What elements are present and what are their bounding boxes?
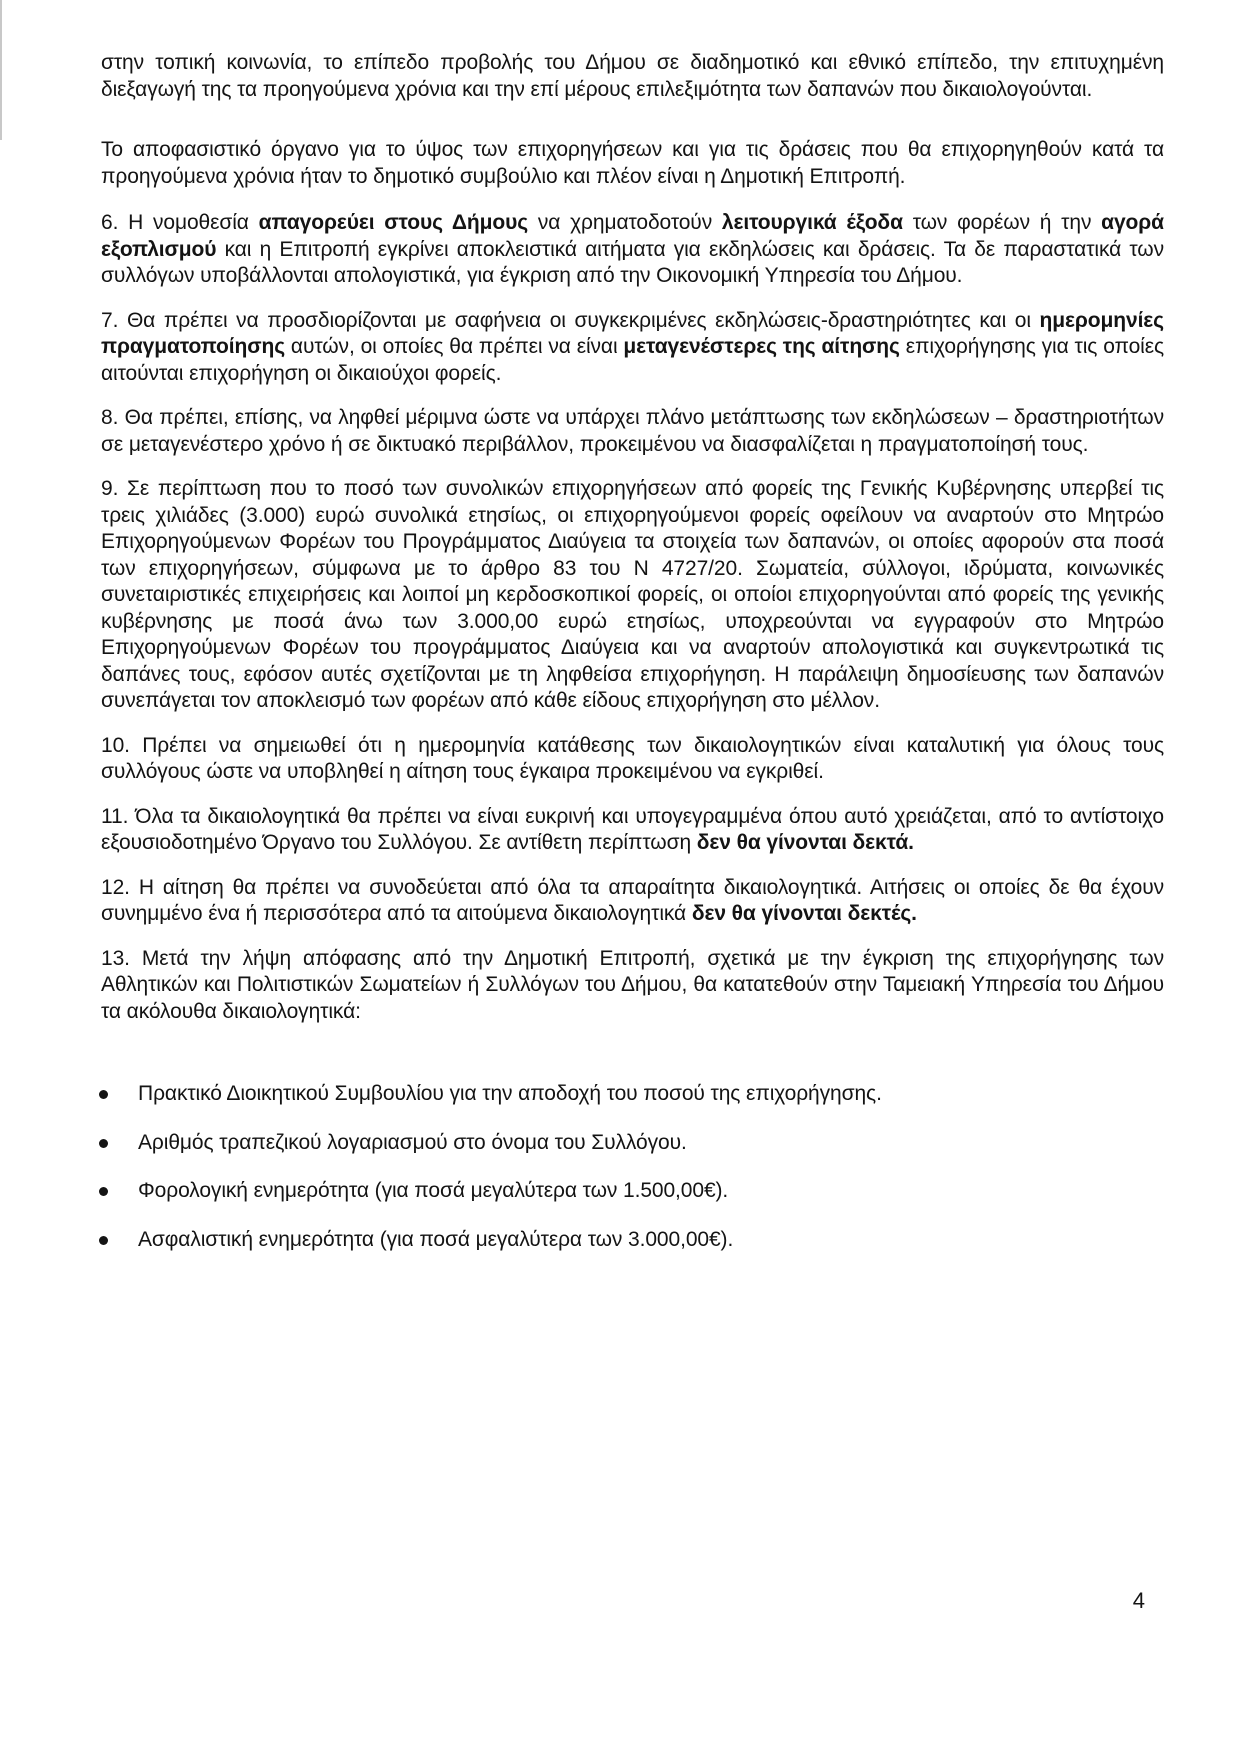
bullet-item: [101, 1178, 1164, 1205]
paragraph-text: αυτών, οι οποίες θα πρέπει να είναι: [285, 335, 624, 358]
paragraph-p12: [101, 875, 1164, 928]
bullet-dot-icon: [99, 1090, 108, 1099]
paragraph-text: 13. Μετά την λήψη απόφασης από την Δημοτική Επιτροπή, σχετικά με την έγκριση της επιχορήγησης των Αθλητικών και Πολιτιστικών Σωματείων ή Συλλόγων του Δήμου, θα κατατεθούν στην Ταμειακή Υπηρεσία του Δήμου τα ακόλουθα δικαιολογητικά:: [101, 946, 1164, 1023]
paragraph-text: να χρηματοδοτούν: [528, 211, 722, 234]
paragraph-p9: [101, 476, 1164, 715]
paragraph-text: και η Επιτροπή εγκρίνει αποκλειστικά αιτήματα για εκδηλώσεις και δράσεις. Τα δε παραστατικά των συλλόγων υποβάλλονται απολογιστικά, για έγκριση από την Οικονομική Υπηρεσία του Δήμου.: [101, 237, 1164, 287]
paragraph-text: 6. Η νομοθεσία: [101, 211, 259, 234]
paragraph-list: [101, 50, 1164, 1025]
paragraph-p6: [101, 210, 1164, 290]
bullet-item: [101, 1130, 1164, 1157]
bullet-dot-icon: [99, 1236, 108, 1245]
paragraph-text: 7. Θα πρέπει να προσδιορίζονται με σαφήνεια οι συγκεκριμένες εκδηλώσεις-δραστηριότητες και οι: [101, 308, 1040, 332]
page-number: 4: [1132, 1588, 1145, 1613]
paragraph-p8: [101, 405, 1164, 458]
emphasized-text: απαγορεύει στους Δήμους: [258, 211, 529, 234]
paragraph-p13: [101, 946, 1164, 1026]
emphasized-text: δεν θα γίνονται δεκτές.: [691, 902, 917, 925]
bullet-text: Ασφαλιστική ενημερότητα (για ποσά μεγαλύτερα των 3.000,00€).: [138, 1227, 734, 1251]
paragraph-p7: [101, 308, 1164, 388]
bullet-text: Πρακτικό Διοικητικού Συμβουλίου για την αποδοχή του ποσού της επιχορήγησης.: [138, 1082, 882, 1105]
bullet-text: Αριθμός τραπεζικού λογαριασμού στο όνομα του Συλλόγου.: [138, 1130, 687, 1154]
bullet-item: [101, 1081, 1164, 1108]
emphasized-text: λειτουργικά έξοδα: [721, 211, 903, 234]
paragraph-p10: [101, 733, 1164, 786]
emphasized-text: μεταγενέστερες της αίτησης: [623, 335, 900, 358]
paragraph-text: 9. Σε περίπτωση που το ποσό των συνολικών επιχορηγήσεων από φορείς της Γενικής Κυβέρνησης υπερβεί τις τρεις χιλιάδες (3.000) ευρώ συνολικά ετησίως, οι επιχορηγούμενοι φορείς οφείλουν να αναρτούν στο Μητρώο Επιχορηγούμενων Φορέων του Προγράμματος Διαύγεια τα στοιχεία των δαπανών, οι οποίες αφορούν στα ποσά των επιχορηγήσεων, σύμφωνα με το άρθρο 83 του Ν 4727/20. Σωματεία, σύλλογοι, ιδρύματα, κοινωνικές συνεταιριστικές επιχειρήσεις και λοιποί μη κερδοσκοπικοί φορείς, οι οποίοι επιχορηγούνται από φορείς της γενικής κυβέρνησης με ποσά άνω των 3.000,00 ευρώ ετησίως, υποχρεούνται να εγγραφούν στο Μητρώο Επιχορηγούμενων Φορέων του προγράμματος Διαύγεια και να αναρτούν απολογιστικά και συγκεντρωτικά τις δαπάνες τους, εφόσον αυτές σχετίζονται με τη ληφθείσα επιχορήγηση. Η παράλειψη δημοσίευσης των δαπανών συνεπάγεται τον αποκλεισμό των φορέων από κάθε είδους επιχορήγηση στο μέλλον.: [101, 477, 1164, 712]
required-documents-list: [101, 1081, 1164, 1253]
emphasized-text: ημερομηνίες πραγματοποίησης: [101, 308, 1164, 358]
document-body: [101, 50, 1164, 1275]
paragraph-p1: [101, 137, 1164, 190]
scan-edge-line: [0, 0, 2, 140]
emphasized-text: αγορά εξοπλισμού: [101, 211, 1164, 261]
paragraph-p11: [101, 804, 1164, 857]
paragraph-text: 10. Πρέπει να σημειωθεί ότι η ημερομηνία κατάθεσης των δικαιολογητικών είναι καταλυτική για όλους τους συλλόγους ώστε να υποβληθεί η αίτηση τους έγκαιρα προκειμένου να εγκριθεί.: [101, 733, 1164, 783]
bullet-dot-icon: [99, 1139, 108, 1148]
paragraph-p0: [101, 50, 1164, 103]
paragraph-text: στην τοπική κοινωνία, το επίπεδο προβολής του Δήμου σε διαδημοτικό και εθνικό επίπεδο, την επιτυχημένη διεξαγωγή της τα προηγούμενα χρόνια και την επί μέρους επιλεξιμότητα των δαπανών που δικαιολογούνται.: [101, 51, 1164, 101]
paragraph-text: 8. Θα πρέπει, επίσης, να ληφθεί μέριμνα ώστε να υπάρχει πλάνο μετάπτωσης των εκδηλώσεων – δραστηριοτήτων σε μεταγενέστερο χρόνο ή σε δικτυακό περιβάλλον, προκειμένου να διασφαλίζεται η πραγματοποίησή τους.: [101, 406, 1164, 456]
paragraph-text: 12. Η αίτηση θα πρέπει να συνοδεύεται από όλα τα απαραίτητα δικαιολογητικά. Αιτήσεις οι οποίες δε θα έχουν συνημμένο ένα ή περισσότερα από τα αιτούμενα δικαιολογητικά: [101, 875, 1164, 925]
paragraph-text: 11. Όλα τα δικαιολογητικά θα πρέπει να είναι ευκρινή και υπογεγραμμένα όπου αυτό χρειάζεται, από το αντίστοιχο εξουσιοδοτημένο Όργανο του Συλλόγου. Σε αντίθετη περίπτωση: [101, 804, 1164, 854]
bullet-text: Φορολογική ενημερότητα (για ποσά μεγαλύτερα των 1.500,00€).: [138, 1179, 729, 1202]
bullet-dot-icon: [99, 1187, 108, 1196]
paragraph-text: των φορέων ή την: [902, 211, 1102, 234]
paragraph-text: Το αποφασιστικό όργανο για το ύψος των επιχορηγήσεων και για τις δράσεις που θα επιχορηγηθούν κατά τα προηγούμενα χρόνια ήταν το δημοτικό συμβούλιο και πλέον είναι η Δημοτική Επιτροπή.: [101, 138, 1164, 188]
emphasized-text: δεν θα γίνονται δεκτά.: [696, 831, 914, 854]
bullet-item: [101, 1227, 1164, 1254]
paragraph-text: επιχορήγησης για τις οποίες αιτούνται επιχορήγηση οι δικαιούχοι φορείς.: [101, 335, 1164, 385]
